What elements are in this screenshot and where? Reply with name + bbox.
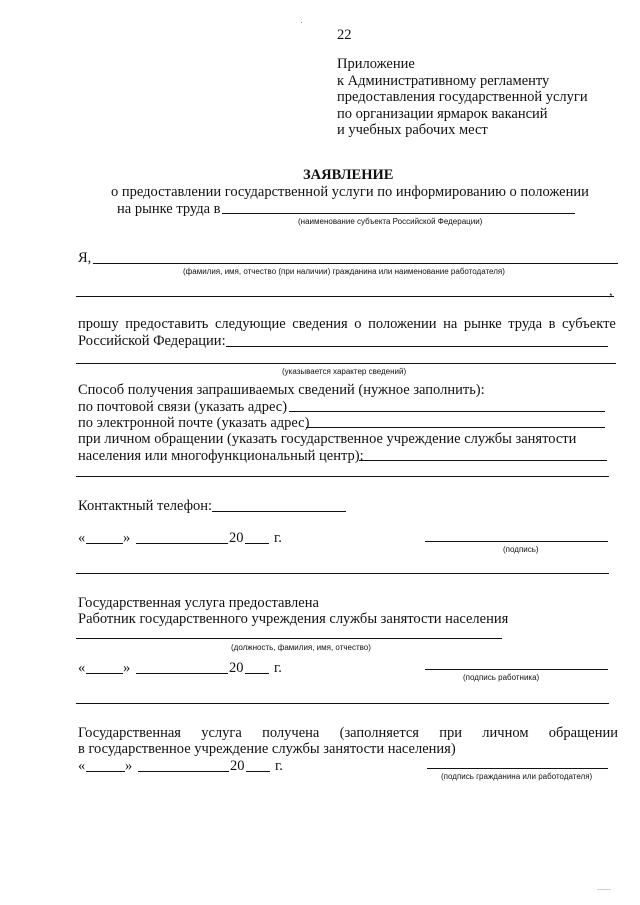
request-word: рынке <box>463 316 502 332</box>
date-close-quote: » <box>123 530 131 546</box>
received-word: (заполняется <box>339 725 419 741</box>
position-caption: (должность, фамилия, имя, отчество) <box>231 643 371 652</box>
received-line-1 <box>78 725 618 742</box>
separator-line <box>76 573 609 574</box>
request-word: положении <box>368 316 437 332</box>
appendix-line: предоставления государственной услуги <box>337 89 588 105</box>
received-word: личном <box>482 725 529 741</box>
citizen-signature-caption: (подпись гражданина или работодателя) <box>441 772 593 781</box>
appendix-line: к Административному регламенту <box>337 73 550 89</box>
request-word: о <box>354 316 362 332</box>
received-word: Государственная <box>78 725 181 741</box>
subject-caption: (наименование субъекта Российской Федерации) <box>298 217 483 226</box>
request-word: труда <box>508 316 543 332</box>
date-open-quote: « <box>78 660 86 676</box>
contact-phone-line[interactable] <box>212 511 346 512</box>
comma: , <box>609 283 613 299</box>
received-word: услуга <box>201 725 242 741</box>
received-word: получена <box>262 725 320 741</box>
request-word: сведения <box>292 316 348 332</box>
applicant-label: Я, <box>78 250 92 266</box>
received-word: при <box>439 725 463 741</box>
subtitle-line: о предоставлении государственной услуги по информированию о положении <box>111 184 589 200</box>
provided-line: Государственная услуга предоставлена <box>78 595 319 611</box>
year-prefix: 20 <box>230 758 245 774</box>
month-field-line[interactable] <box>138 771 229 772</box>
date-open-quote: « <box>78 530 86 546</box>
character-caption: (указывается характер сведений) <box>282 367 407 376</box>
request-word: в <box>548 316 556 332</box>
request-word: предоставить <box>125 316 209 332</box>
applicant-name-line-2[interactable] <box>76 296 614 297</box>
method-heading: Способ получения запрашиваемых сведений (нужное заполнить): <box>78 382 485 398</box>
date-close-quote: » <box>123 660 131 676</box>
day-field-line[interactable] <box>86 543 123 544</box>
request-line-1 <box>78 316 616 333</box>
applicant-caption: (фамилия, имя, отчество (при наличии) гражданина или наименование работодателя) <box>183 267 505 276</box>
request-field-line-2[interactable] <box>76 363 616 364</box>
method-personal-label: при личном обращении (указать государственное учреждение службы занятости <box>78 431 577 447</box>
postal-address-line[interactable] <box>289 411 605 412</box>
year-prefix: 20 <box>229 660 244 676</box>
year-field-line[interactable] <box>245 673 269 674</box>
page-number: 22 <box>337 27 352 43</box>
personal-institution-line[interactable] <box>359 460 607 461</box>
subtitle-line: на рынке труда в <box>117 201 221 217</box>
year-field-line[interactable] <box>245 543 269 544</box>
email-address-line[interactable] <box>306 427 605 428</box>
contact-phone-label: Контактный телефон: <box>78 498 213 514</box>
worker-position-line[interactable] <box>76 638 502 639</box>
provided-worker-line: Работник государственного учреждения службы занятости населения <box>78 611 509 627</box>
received-line-2: в государственное учреждение службы занятости населения) <box>78 741 456 757</box>
request-word: следующие <box>214 316 286 332</box>
citizen-signature-line[interactable] <box>427 768 608 769</box>
method-email-label: по электронной почте (указать адрес) <box>78 415 310 431</box>
request-word: на <box>443 316 458 332</box>
scan-speck <box>597 889 611 890</box>
applicant-name-line[interactable] <box>93 263 618 264</box>
request-line-2: Российской Федерации: <box>78 333 226 349</box>
request-field-line[interactable] <box>226 346 608 347</box>
worker-signature-line[interactable] <box>425 669 608 670</box>
document-title: ЗАЯВЛЕНИЕ <box>303 167 394 183</box>
appendix-line: Приложение <box>337 56 415 72</box>
separator-line <box>76 703 609 704</box>
appendix-line: и учебных рабочих мест <box>337 122 488 138</box>
year-suffix: г. <box>274 660 282 676</box>
day-field-line[interactable] <box>86 673 123 674</box>
date-open-quote: « <box>78 758 86 774</box>
year-field-line[interactable] <box>246 771 270 772</box>
received-word: обращении <box>548 725 618 741</box>
year-suffix: г. <box>274 530 282 546</box>
year-suffix: г. <box>275 758 283 774</box>
subject-field-line[interactable] <box>222 213 575 214</box>
request-word: субъекте <box>561 316 616 332</box>
scan-speck <box>301 22 302 23</box>
request-word: прошу <box>78 316 119 332</box>
personal-institution-line-2[interactable] <box>76 476 609 477</box>
method-postal-label: по почтовой связи (указать адрес) <box>78 399 288 415</box>
date-close-quote: » <box>125 758 133 774</box>
day-field-line[interactable] <box>86 771 125 772</box>
signature-line[interactable] <box>425 541 608 542</box>
worker-signature-caption: (подпись работника) <box>463 673 540 682</box>
appendix-line: по организации ярмарок вакансий <box>337 106 548 122</box>
signature-caption: (подпись) <box>503 545 539 554</box>
month-field-line[interactable] <box>136 543 228 544</box>
method-personal-label-2: населения или многофункциональный центр): <box>78 448 364 464</box>
month-field-line[interactable] <box>136 673 228 674</box>
year-prefix: 20 <box>229 530 244 546</box>
